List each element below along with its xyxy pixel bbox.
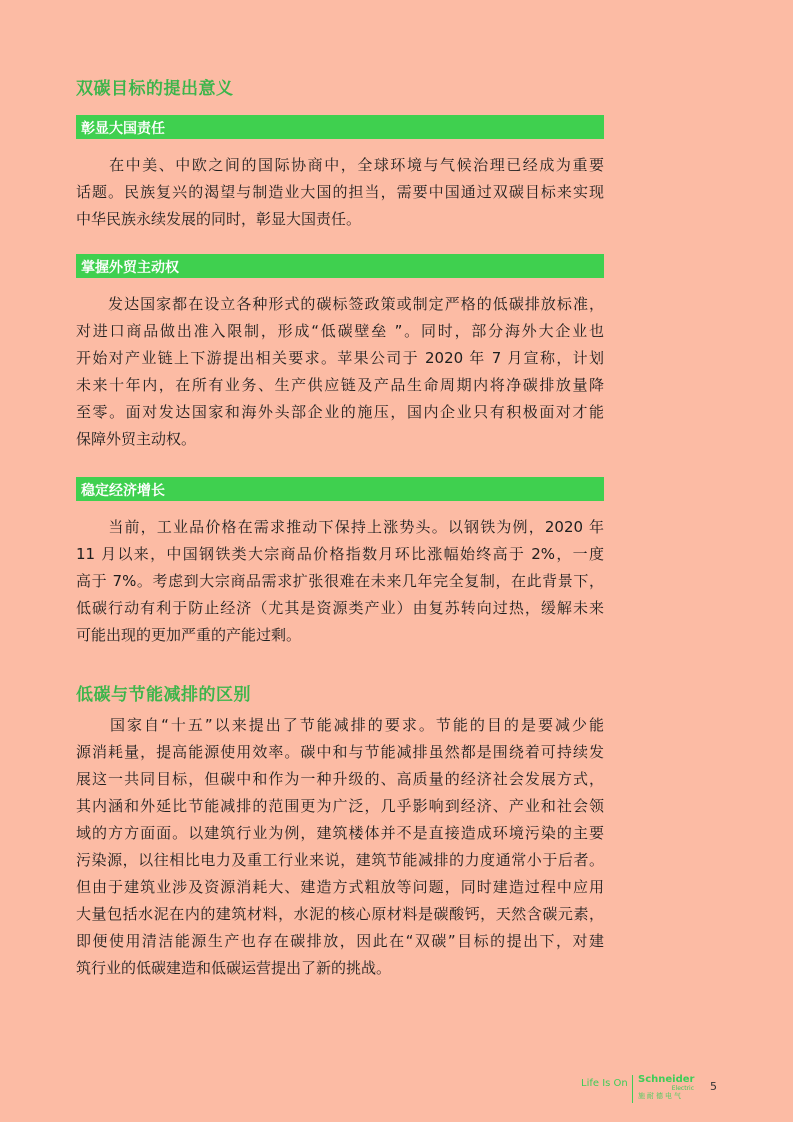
paragraph-line: 可能出现的更加严重的产能过剩。	[76, 626, 302, 644]
subsection-heading-responsibility: 彰显大国责任	[81, 121, 165, 137]
page-number: 5	[710, 1080, 717, 1093]
paragraph-line: 中华民族永续发展的同时，彰显大国责任。	[76, 210, 362, 228]
paragraph-line: 但由于建筑业涉及资源消耗大、建造方式粗放等问题，同时建造过程中应用	[76, 878, 604, 896]
paragraph-economic-growth	[76, 514, 604, 649]
paragraph-responsibility	[76, 152, 604, 233]
paragraph-line: 域的方方面面。以建筑行业为例，建筑楼体并不是直接造成环境污染的主要	[76, 824, 604, 842]
section-title-dual-carbon-significance: 双碳目标的提出意义	[76, 79, 234, 99]
paragraph-line: 即便使用清洁能源生产也存在碳排放，因此在“双碳”目标的提出下，对建	[76, 932, 604, 950]
paragraph-line: 在中美、中欧之间的国际协商中，全球环境与气候治理已经成为重要	[76, 156, 604, 174]
paragraph-line: 大量包括水泥在内的建筑材料，水泥的核心原材料是碳酸钙，天然含碳元素，	[76, 905, 604, 923]
paragraph-line: 低碳行动有利于防止经济（尤其是资源类产业）由复苏转向过热，缓解未来	[76, 599, 604, 617]
subsection-heading-foreign-trade: 掌握外贸主动权	[81, 260, 179, 276]
paragraph-line: 保障外贸主动权。	[76, 430, 197, 448]
life-is-on-tagline: Life Is On	[581, 1078, 628, 1089]
paragraph-line: 国家自“十五”以来提出了节能减排的要求。节能的目的是要减少能	[76, 716, 604, 734]
subsection-bar-foreign-trade	[76, 254, 604, 278]
paragraph-line: 11 月以来，中国钢铁类大宗商品价格指数月环比涨幅始终高于 2%，一度	[76, 545, 604, 563]
paragraph-foreign-trade	[76, 291, 604, 453]
paragraph-line: 污染源，以往相比电力及重工行业来说，建筑节能减排的力度通常小于后者。	[76, 851, 604, 869]
paragraph-line: 对进口商品做出准入限制，形成“低碳壁垒 ”。同时，部分海外大企业也	[76, 322, 604, 340]
brand-chinese-name: 施耐德电气	[638, 1092, 683, 1100]
paragraph-line: 当前，工业品价格在需求推动下保持上涨势头。以钢铁为例，2020 年	[76, 518, 604, 536]
brand-name: Schneider	[638, 1074, 695, 1085]
footer-divider	[632, 1075, 633, 1103]
paragraph-line: 至零。面对发达国家和海外头部企业的施压，国内企业只有积极面对才能	[76, 403, 604, 421]
subsection-bar-responsibility	[76, 115, 604, 139]
paragraph-line: 展这一共同目标，但碳中和作为一种升级的、高质量的经济社会发展方式，	[76, 770, 604, 788]
subsection-bar-economic-growth	[76, 477, 604, 501]
paragraph-line: 筑行业的低碳建造和低碳运营提出了新的挑战。	[76, 959, 392, 977]
paragraph-line: 其内涵和外延比节能减排的范围更为广泛，几乎影响到经济、产业和社会领	[76, 797, 604, 815]
schneider-electric-logo	[638, 1074, 694, 1104]
paragraph-line: 开始对产业链上下游提出相关要求。苹果公司于 2020 年 7 月宣称，计划	[76, 349, 604, 367]
brand-subtitle: Electric	[671, 1085, 694, 1092]
subsection-heading-economic-growth: 稳定经济增长	[81, 483, 165, 499]
paragraph-line: 源消耗量，提高能源使用效率。碳中和与节能减排虽然都是围绕着可持续发	[76, 743, 604, 761]
paragraph-line: 高于 7%。考虑到大宗商品需求扩张很难在未来几年完全复制，在此背景下，	[76, 572, 604, 590]
paragraph-low-carbon-difference	[76, 712, 604, 982]
paragraph-line: 发达国家都在设立各种形式的碳标签政策或制定严格的低碳排放标准，	[76, 295, 604, 313]
paragraph-line: 未来十年内，在所有业务、生产供应链及产品生命周期内将净碳排放量降	[76, 376, 604, 394]
section-title-low-carbon-vs-energy-saving: 低碳与节能减排的区别	[76, 685, 251, 705]
paragraph-line: 话题。民族复兴的渴望与制造业大国的担当，需要中国通过双碳目标来实现	[76, 183, 604, 201]
